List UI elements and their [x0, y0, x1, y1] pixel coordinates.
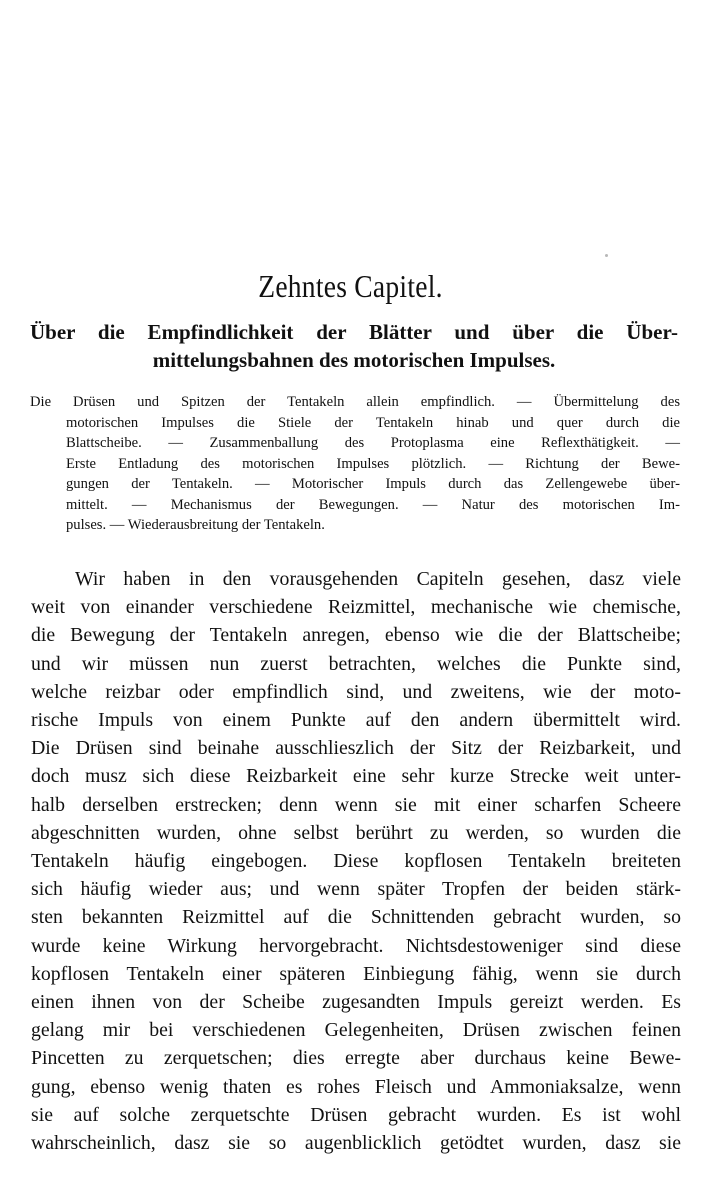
body-line: wahrscheinlich, dasz sie so augenblicklich getödtet wurden, dasz sie [31, 1132, 681, 1155]
body-line: Pincetten zu zerquetschen; dies erregte aber durchaus keine Bewe- [31, 1047, 681, 1070]
body-line: gung, ebenso wenig thaten es rohes Fleisch und Ammoniaksalze, wenn [31, 1075, 681, 1098]
body-line: rische Impuls von einem Punkte auf den andern übermittelt wird. [31, 709, 681, 732]
body-line: Die Drüsen sind beinahe ausschlieszlich der Sitz der Reizbarkeit, und [31, 737, 681, 760]
body-line: doch musz sich diese Reizbarkeit eine sehr kurze Strecke weit unter- [31, 765, 681, 788]
summary-line: pulses. — Wiederausbreitung der Tentakeln. [66, 517, 325, 533]
subtitle-line: Über die Empfindlichkeit der Blätter und über die Über- [30, 320, 678, 344]
body-line: kopflosen Tentakeln einer späteren Einbiegung fähig, wenn sie durch [31, 962, 681, 985]
body-line: abgeschnitten wurden, ohne selbst berührt zu werden, so wurden die [31, 821, 681, 844]
body-line: sten bekannten Reizmittel auf die Schnittenden gebracht wurden, so [31, 906, 681, 929]
body-line: sich häufig wieder aus; und wenn später Tropfen der beiden stärk- [31, 878, 681, 901]
summary-line: Blattscheibe. — Zusammenballung des Protoplasma eine Reflexthätigkeit. — [66, 435, 680, 451]
body-line: halb derselben erstrecken; denn wenn sie mit einer scharfen Scheere [31, 793, 681, 816]
chapter-title: Zehntes Capitel. [258, 268, 443, 304]
body-line: weit von einander verschiedene Reizmittel, mechanische wie chemische, [31, 596, 681, 619]
body-line: Wir haben in den vorausgehenden Capiteln gesehen, dasz viele [75, 568, 681, 590]
body-line: und wir müssen nun zuerst betrachten, welches die Punkte sind, [31, 652, 681, 675]
body-line: gelang mir bei verschiedenen Gelegenheiten, Drüsen zwischen feinen [31, 1019, 681, 1042]
body-paragraph [31, 565, 681, 1157]
summary-line: motorischen Impulses die Stiele der Tentakeln hinab und quer durch die [66, 414, 680, 431]
body-line: Tentakeln häufig eingebogen. Diese kopflosen Tentakeln breiteten [31, 850, 681, 873]
chapter-summary [30, 392, 680, 536]
body-line: einen ihnen von der Scheibe zugesandten Impuls gereizt werden. Es [31, 991, 681, 1014]
paper-speck [605, 254, 608, 257]
body-line: wurde keine Wirkung hervorgebracht. Nichtsdestoweniger sind diese [31, 934, 681, 957]
summary-line: gungen der Tentakeln. — Motorischer Impuls durch das Zellengewebe über- [66, 476, 680, 492]
body-line: sie auf solche zerquetschte Drüsen gebracht wurden. Es ist wohl [31, 1103, 681, 1126]
summary-line: Erste Entladung des motorischen Impulses plötzlich. — Richtung der Bewe- [66, 455, 680, 472]
summary-line: Die Drüsen und Spitzen der Tentakeln allein empfindlich. — Übermittelung des [30, 394, 680, 410]
chapter-subtitle [30, 318, 678, 374]
body-line: die Bewegung der Tentakeln anregen, ebenso wie die der Blattscheibe; [31, 624, 681, 647]
body-line: welche reizbar oder empfindlich sind, und zweitens, wie der moto- [31, 680, 681, 703]
subtitle-line: mittelungsbahnen des motorischen Impulses. [152, 348, 556, 372]
summary-line: mittelt. — Mechanismus der Bewegungen. — Natur des motorischen Im- [66, 496, 680, 513]
